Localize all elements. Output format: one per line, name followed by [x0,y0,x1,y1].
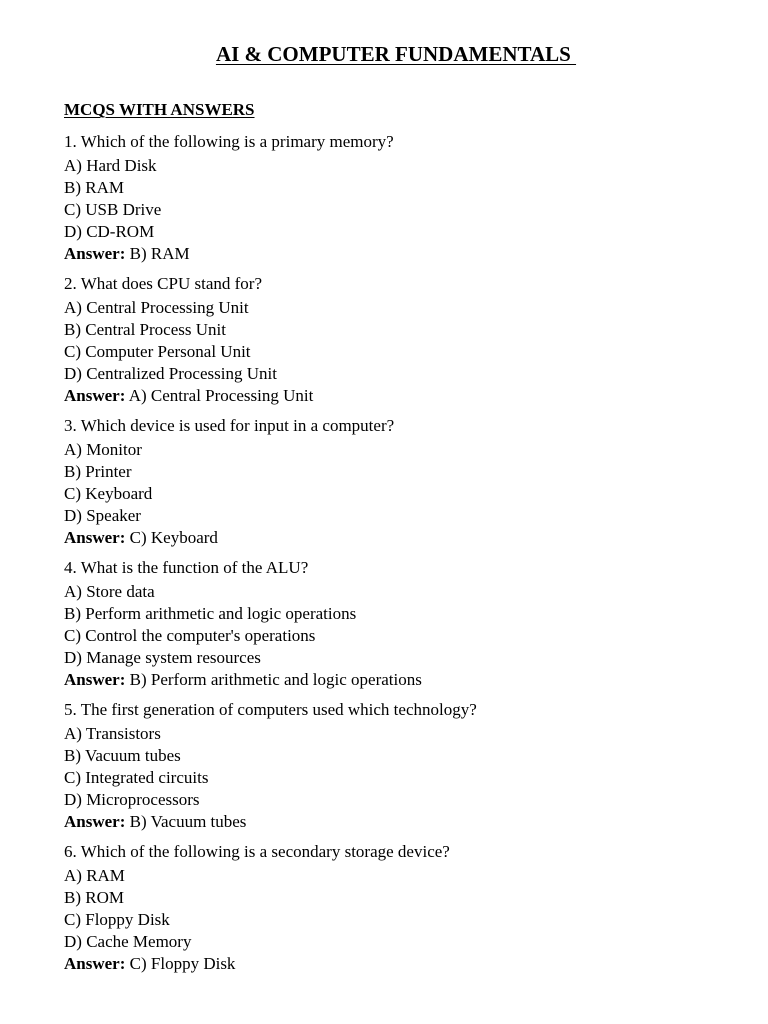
question-text: 4. What is the function of the ALU? [64,558,309,577]
option-c: C) Control the computer's operations [64,626,316,645]
option-b: B) ROM [64,888,124,907]
question-item-6 [64,840,744,975]
option-a: A) Hard Disk [64,156,157,175]
question-text: 2. What does CPU stand for? [64,274,262,293]
option-a: A) Central Processing Unit [64,298,249,317]
option-c: C) USB Drive [64,200,162,219]
option-a: A) Store data [64,582,155,601]
answer-label: Answer: [64,954,126,973]
option-c: C) Floppy Disk [64,910,170,929]
answer-label: Answer: [64,528,126,547]
option-c: C) Computer Personal Unit [64,342,251,361]
answer-value: B) Perform arithmetic and logic operations [129,670,422,689]
option-c: C) Keyboard [64,484,153,503]
answer-value: B) RAM [129,244,190,263]
option-b: B) Vacuum tubes [64,746,181,765]
option-d: D) Centralized Processing Unit [64,364,277,383]
answer-line [64,527,744,549]
answer-line [64,385,744,407]
question-item-1 [64,130,744,265]
answer-value: B) Vacuum tubes [129,812,247,831]
answer-value: C) Floppy Disk [129,954,236,973]
question-text: 1. Which of the following is a primary memory? [64,132,394,151]
question-item-2 [64,272,744,407]
option-b: B) Printer [64,462,132,481]
section-heading: MCQS WITH ANSWERS [64,100,255,119]
question-text: 3. Which device is used for input in a computer? [64,416,395,435]
answer-label: Answer: [64,812,126,831]
option-d: D) Speaker [64,506,141,525]
answer-value: A) Central Processing Unit [128,386,314,405]
answer-line [64,953,744,975]
answer-value: C) Keyboard [129,528,218,547]
answer-label: Answer: [64,670,126,689]
option-d: D) Cache Memory [64,932,192,951]
option-b: B) Central Process Unit [64,320,226,339]
option-d: D) CD-ROM [64,222,155,241]
question-item-4 [64,556,744,691]
option-a: A) Transistors [64,724,161,743]
option-b: B) RAM [64,178,124,197]
option-a: A) RAM [64,866,125,885]
question-item-5 [64,698,744,833]
option-c: C) Integrated circuits [64,768,209,787]
option-d: D) Microprocessors [64,790,200,809]
answer-line [64,811,744,833]
answer-label: Answer: [64,244,126,263]
question-text: 6. Which of the following is a secondary storage device? [64,842,450,861]
option-d: D) Manage system resources [64,648,261,667]
question-text: 5. The first generation of computers used which technology? [64,700,477,719]
question-item-3 [64,414,744,549]
answer-line [64,669,744,691]
page-title: AI & COMPUTER FUNDAMENTALS [215,42,577,66]
question-list [64,130,744,982]
answer-line [64,243,744,265]
option-b: B) Perform arithmetic and logic operations [64,604,357,623]
answer-label: Answer: [64,386,126,405]
option-a: A) Monitor [64,440,142,459]
